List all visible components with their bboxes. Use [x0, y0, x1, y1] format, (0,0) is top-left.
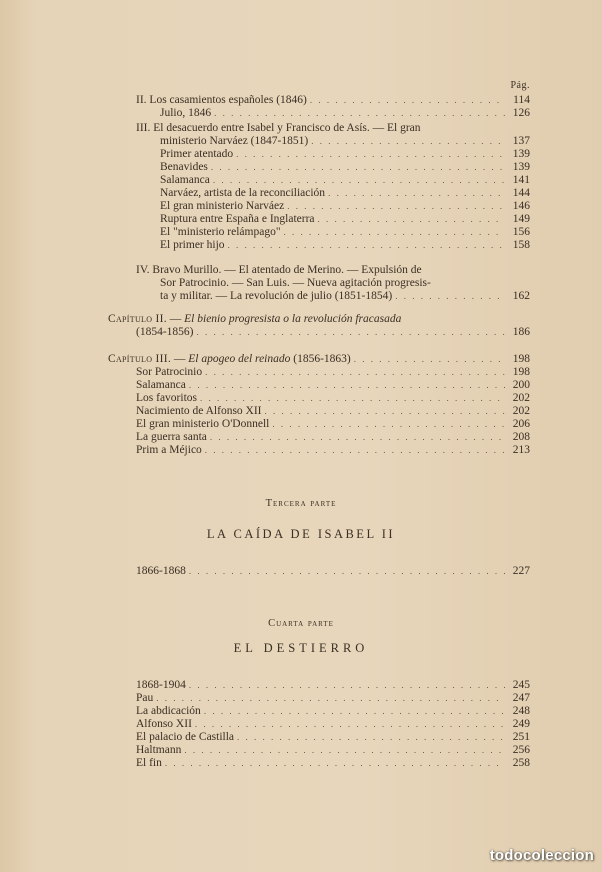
- page-number: 186: [512, 326, 530, 338]
- leader-dots: [214, 107, 505, 120]
- entry-text: Haltmann: [136, 744, 182, 756]
- leader-dots: [354, 353, 505, 366]
- page-number: 251: [512, 731, 530, 743]
- leader-dots: [197, 326, 506, 339]
- page-number: 206: [512, 418, 530, 430]
- toc-row: [136, 379, 530, 392]
- entry-text: ministerio Narváez (1847-1851): [160, 135, 309, 147]
- toc-capitulo-ii: [108, 313, 530, 339]
- entry-text: El fin: [136, 757, 162, 769]
- entry-text: La guerra santa: [136, 431, 207, 443]
- leader-dots: [213, 174, 505, 187]
- toc-row: [136, 731, 530, 744]
- toc-capitulo-iii: [108, 353, 530, 457]
- toc-part-four: [136, 679, 530, 770]
- toc-row: [136, 200, 530, 213]
- entry-text: Bravo Murillo. — El atentado de Merino. — Expulsión de: [152, 264, 422, 276]
- chapter-label: Capítulo III.: [108, 353, 172, 365]
- toc-section-ii: [136, 94, 530, 120]
- leader-dots: [200, 392, 505, 405]
- entry-text: Prim a Méjico: [136, 444, 202, 456]
- leader-dots: [210, 431, 505, 444]
- page-number: 139: [512, 161, 530, 173]
- page-number: 144: [512, 187, 530, 199]
- chapter-title: El bienio progresista o la revolución fracasada: [184, 313, 402, 325]
- leader-dots: [189, 565, 505, 578]
- toc-row: [136, 444, 530, 457]
- chapter-label: Capítulo II.: [108, 313, 167, 325]
- entry-text: Sor Patrocinio: [136, 366, 203, 378]
- toc-row: Capítulo III. — El apogeo del reinado (1856-1863) . . . 198: [108, 353, 530, 366]
- leader-dots: [156, 692, 505, 705]
- page-number: 156: [512, 226, 530, 238]
- entry-text: Primer atentado: [160, 148, 234, 160]
- page-number: 149: [512, 213, 530, 225]
- toc-row: [108, 326, 530, 339]
- part-four-label: Cuarta parte: [268, 618, 334, 629]
- leader-dots: [284, 226, 505, 239]
- entry-text: Nacimiento de Alfonso XII: [136, 405, 262, 417]
- entry-text: Los favoritos: [136, 392, 198, 404]
- entry-text: La abdicación: [136, 705, 201, 717]
- page-number: 202: [512, 405, 530, 417]
- toc-row: Capítulo II. — El bienio progresista o la revolución fracasada: [108, 313, 402, 325]
- leader-dots: [204, 705, 505, 718]
- part-three-items: [136, 565, 530, 578]
- capitulo-iii-items: [108, 366, 530, 457]
- page-number: 200: [512, 379, 530, 391]
- toc-row: [136, 757, 530, 770]
- toc-row: [136, 213, 530, 226]
- leader-dots: [165, 757, 505, 770]
- leader-dots: [189, 679, 505, 692]
- toc-row: [136, 148, 530, 161]
- toc-row: [136, 187, 530, 200]
- entry-text: Benavides: [160, 161, 208, 173]
- entry-text: Los casamientos españoles (1846): [149, 94, 307, 106]
- section-iii-items: [136, 148, 530, 252]
- entry-text: 1868-1904: [136, 679, 186, 691]
- page-number: 247: [512, 692, 530, 704]
- leader-dots: [265, 405, 505, 418]
- page-column-label: Pág.: [510, 80, 530, 91]
- leader-dots: [310, 94, 505, 107]
- entry-text: Alfonso XII: [136, 718, 192, 730]
- toc-row: [136, 239, 530, 252]
- page-number: 198: [512, 366, 530, 378]
- section-number: III.: [136, 122, 151, 134]
- toc-row: [136, 174, 530, 187]
- leader-dots: [287, 200, 505, 213]
- page-number: 114: [513, 94, 530, 106]
- chapter-years: (1856-1863): [290, 353, 351, 365]
- toc-row: [136, 744, 530, 757]
- entry-text: Narváez, artista de la reconciliación: [160, 187, 326, 199]
- toc-row: [136, 718, 530, 731]
- toc-row: [136, 135, 530, 148]
- page-number: 141: [512, 174, 530, 186]
- toc-row: [136, 679, 530, 692]
- entry-text: Sor Patrocinio. — San Luis. — Nueva agitación progresis-: [160, 277, 431, 289]
- entry-text: El gran ministerio Narváez: [160, 200, 285, 212]
- section-number: II.: [136, 94, 147, 106]
- toc-row: [136, 366, 530, 379]
- page-number: 146: [512, 200, 530, 212]
- entry-text: El gran ministerio O'Donnell: [136, 418, 270, 430]
- toc-row: [136, 277, 530, 290]
- page-number: 202: [512, 392, 530, 404]
- entry-text: Ruptura entre España e Inglaterra: [160, 213, 315, 225]
- leader-dots: [184, 744, 505, 757]
- toc-row: [136, 431, 530, 444]
- page-number: 139: [512, 148, 530, 160]
- section-number: IV.: [136, 264, 150, 276]
- chapter-years: (1854-1856): [136, 326, 194, 338]
- leader-dots: [311, 135, 505, 148]
- page-number: 198: [512, 353, 530, 365]
- leader-dots: [328, 187, 505, 200]
- page-number: 162: [512, 290, 530, 302]
- part-three-label: Tercera parte: [265, 498, 337, 509]
- leader-dots: [228, 239, 505, 252]
- leader-dots: [237, 731, 505, 744]
- toc-part-three: [136, 565, 530, 578]
- part-four-items: [136, 679, 530, 770]
- toc-row: [136, 692, 530, 705]
- page-number: 245: [512, 679, 530, 691]
- watermark-logo: todocoleccion: [489, 847, 594, 864]
- toc-row: [136, 392, 530, 405]
- chapter-title: El apogeo del reinado: [188, 353, 291, 365]
- leader-dots: [318, 213, 505, 226]
- entry-text: El palacio de Castilla: [136, 731, 235, 743]
- toc-row: [136, 705, 530, 718]
- toc-row: [136, 418, 530, 431]
- leader-dots: [195, 718, 505, 731]
- toc-row: [136, 94, 530, 107]
- toc-row: [136, 405, 530, 418]
- entry-text: Pau: [136, 692, 154, 704]
- page-number: 249: [512, 718, 530, 730]
- entry-text: ta y militar. — La revolución de julio (1851-1854): [160, 290, 393, 302]
- part-four-title: EL DESTIERRO: [233, 641, 369, 655]
- page-number: 158: [512, 239, 530, 251]
- page-number: 213: [512, 444, 530, 456]
- toc-row: [136, 264, 530, 277]
- entry-text: El primer hijo: [160, 239, 225, 251]
- leader-dots: [211, 161, 505, 174]
- entry-text: Salamanca: [136, 379, 186, 391]
- toc-row: [136, 226, 530, 239]
- page-number: 227: [512, 565, 530, 577]
- part-three-title: LA CAÍDA DE ISABEL II: [206, 527, 396, 541]
- toc-row: [136, 161, 530, 174]
- leader-dots: [272, 418, 505, 431]
- toc-row: [136, 107, 530, 120]
- leader-dots: [236, 148, 505, 161]
- page-number: 126: [512, 107, 530, 119]
- leader-dots: [205, 444, 505, 457]
- entry-text: Salamanca: [160, 174, 210, 186]
- page-number: 248: [512, 705, 530, 717]
- toc-section-iii: [136, 122, 530, 252]
- toc-row: [136, 122, 530, 135]
- toc-row: [136, 565, 530, 578]
- page-number: 258: [512, 757, 530, 769]
- toc-section-iv: [136, 264, 530, 303]
- leader-dots: [395, 290, 505, 303]
- leader-dots: [189, 379, 505, 392]
- leader-dots: [205, 366, 505, 379]
- entry-text: 1866-1868: [136, 565, 186, 577]
- page-number: 256: [512, 744, 530, 756]
- entry-text: El "ministerio relámpago": [160, 226, 281, 238]
- page-number: 208: [512, 431, 530, 443]
- toc-row: [136, 290, 530, 303]
- entry-text: El desacuerdo entre Isabel y Francisco de Asís. — El gran: [153, 122, 421, 134]
- entry-text: Julio, 1846: [160, 107, 212, 119]
- page-number: 137: [512, 135, 530, 147]
